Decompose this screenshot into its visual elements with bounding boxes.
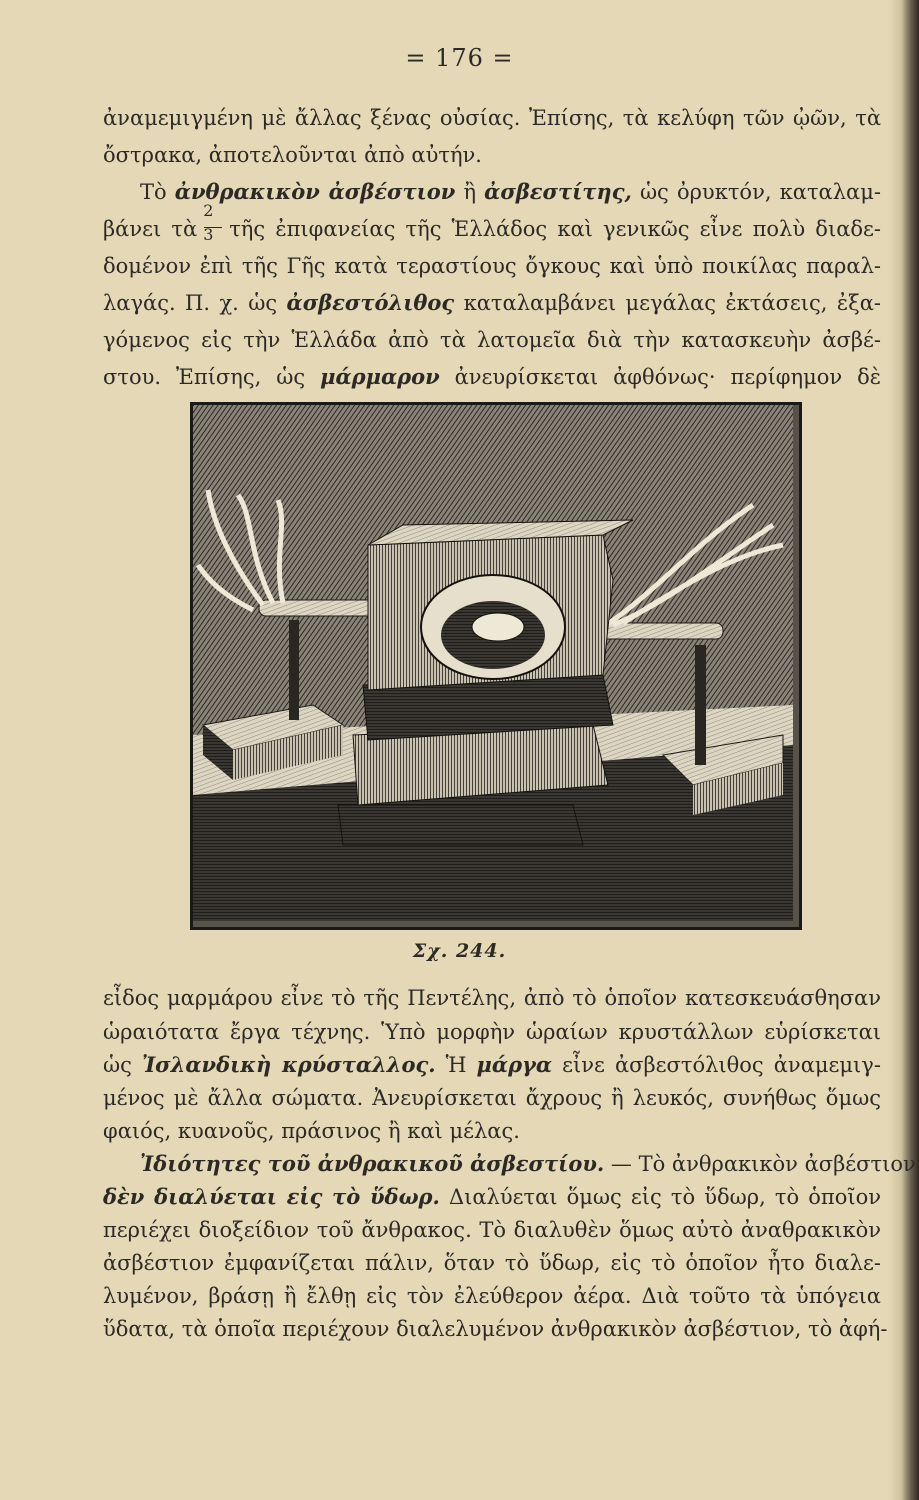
term-insoluble: δὲν διαλύεται εἰς τὸ ὕδωρ. (103, 1184, 440, 1209)
fraction-two-thirds: $\frac{2}{3}$ (203, 215, 223, 243)
paragraph-4-line-2: δὲν διαλύεται εἰς τὸ ὕδωρ. Διαλύεται ὅμως εἰς τὸ ὕδωρ, τὸ ὁποῖον (103, 1184, 881, 1209)
paragraph-2-line-1: Τὸ ἀνθρακικὸν ἀσβέστιον ἢ ἀσβεστίτης, ὡς ὀρυκτόν, καταλαμ- (140, 179, 881, 204)
paragraph-4-line-1: Ἰδιότητες τοῦ ἀνθρακικοῦ ἀσβεστίου. — Τὸ ἀνθρακικὸν ἀσβέστιον (140, 1151, 916, 1176)
paragraph-3-line-5: φαιός, κυανοῦς, πράσινος ἢ καὶ μέλας. (103, 1119, 520, 1143)
page-edge-shadow (889, 0, 919, 1500)
paragraph-3-line-2: ὡραιότατα ἔργα τέχνης. Ὑπὸ μορφὴν ὡραίων κρυστάλλων εὑρίσκεται (103, 1020, 881, 1044)
paragraph-3-line-4: μένος μὲ ἄλλα σώματα. Ἀνευρίσκεται ἄχρους ἢ λευκός, συνήθως ὅμως (103, 1086, 881, 1110)
paragraph-4-line-6: ὕδατα, τὰ ὁποῖα περιέχουν διαλελυμένον ἀνθρακικὸν ἀσβέστιον, τὸ ἀφή- (103, 1317, 888, 1341)
figure-engraving-lime-furnace (190, 402, 802, 930)
figure-caption: Σχ. 244. (412, 940, 507, 962)
paragraph-1-line-1: ἀναμεμιγμένη μὲ ἄλλας ξένας οὐσίας. Ἐπίσης, τὰ κελύφη τῶν ᾠῶν, τὰ (103, 106, 881, 130)
paragraph-4-line-5: λυμένον, βράσῃ ἢ ἔλθῃ εἰς τὸν ἐλεύθερον ἀέρα. Διὰ τοῦτο τὰ ὑπόγεια (103, 1284, 881, 1308)
paragraph-4-line-3: περιέχει διοξείδιον τοῦ ἄνθρακος. Τὸ διαλυθὲν ὅμως αὐτὸ ἀναθρακικὸν (103, 1218, 881, 1242)
paragraph-3-line-1: εἶδος μαρμάρου εἶνε τὸ τῆς Πεντέλης, ἀπὸ τὸ ὁποῖον κατεσκευάσθησαν (103, 986, 881, 1010)
paragraph-1-line-2: ὄστρακα, ἀποτελοῦνται ἀπὸ αὐτήν. (103, 143, 482, 167)
paragraph-2-line-3: δομένον ἐπὶ τῆς Γῆς κατὰ τεραστίους ὄγκους καὶ ὑπὸ ποικίλας παραλ- (103, 254, 881, 278)
left-blowpipe (259, 600, 379, 616)
term-marble: μάρμαρον (320, 364, 440, 389)
term-calcium-carbonate: ἀνθρακικὸν ἀσβέστιον (174, 179, 456, 204)
term-iceland-spar: Ἰσλανδικὴ κρύσταλλος. (141, 1052, 436, 1077)
paragraph-3-line-3: ὡς Ἰσλανδικὴ κρύσταλλος. Ἡ μάργα εἶνε ἀσβεστόλιθος ἀναμεμιγ- (103, 1052, 881, 1077)
block-bottom (338, 805, 583, 845)
heading-properties: Ἰδιότητες τοῦ ἀνθρακικοῦ ἀσβεστίου. (140, 1151, 605, 1176)
paragraph-2-line-2: βάνει τὰ $\frac{2}{3}$ τῆς ἐπιφανείας τῆς Ἑλλάδος καὶ γενικῶς εἶνε πολὺ διαδε- (103, 201, 881, 244)
page-number: = 176 = (405, 44, 514, 72)
engraving-illustration (193, 405, 793, 921)
paragraph-4-line-4: ἀσβέστιον ἐμφανίζεται πάλιν, ὅταν τὸ ὕδωρ, εἰς τὸ ὁποῖον ἦτο διαλε- (103, 1251, 881, 1275)
glowing-lime (472, 613, 524, 641)
term-calcite: ἀσβεστίτης, (484, 179, 632, 204)
paragraph-2-line-4: λαγάς. Π. χ. ὡς ἀσβεστόλιθος καταλαμβάνει μεγάλας ἐκτάσεις, ἐξα- (103, 290, 881, 315)
paragraph-2-line-6: στου. Ἐπίσης, ὡς μάρμαρον ἀνευρίσκεται ἀφθόνως· περίφημον δὲ (103, 364, 881, 389)
left-stand-rod (289, 620, 299, 720)
term-marl: μάργα (476, 1052, 553, 1077)
paragraph-2-line-5: γόμενος εἰς τὴν Ἑλλάδα ἀπὸ τὰ λατομεῖα διὰ τὴν κατασκευὴν ἀσβέ- (103, 328, 881, 352)
right-stand-rod (695, 645, 706, 765)
term-limestone: ἀσβεστόλιθος (286, 290, 455, 315)
